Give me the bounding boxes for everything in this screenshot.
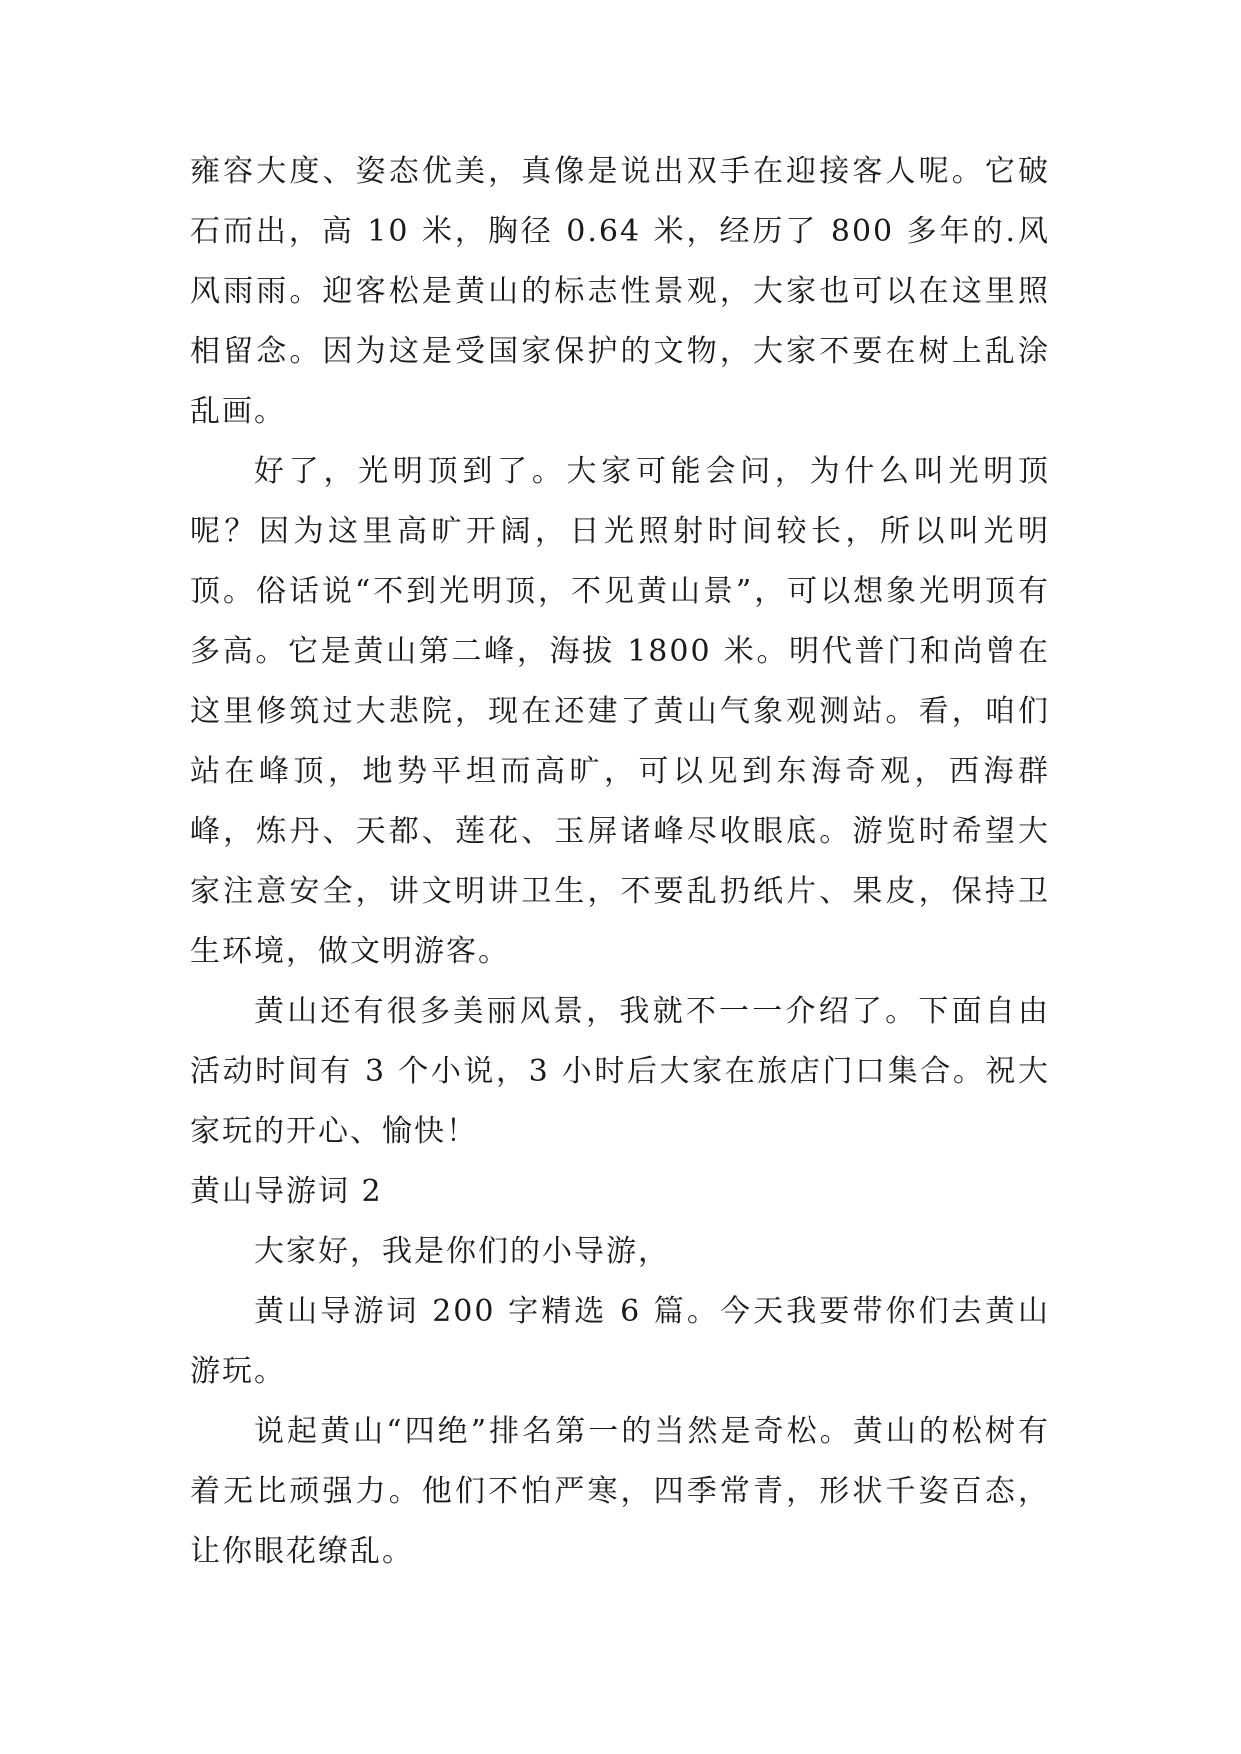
paragraph-free-activity: 黄山还有很多美丽风景，我就不一一介绍了。下面自由活动时间有 3 个小说，3 小时后大家在旅店门口集合。祝大家玩的开心、愉快！	[190, 994, 1050, 1149]
paragraph-bright-summit: 好了，光明顶到了。大家可能会问，为什么叫光明顶呢？因为这里高旷开阔，日光照射时间较长，所以叫光明顶。俗话说“不到光明顶，不见黄山景”，可以想象光明顶有多高。它是黄山第二峰，海拔 1800 米。明代普门和尚曾在这里修筑过大悲院，现在还建了黄山气象观测站。看，咱们站在峰顶，地势平坦而高旷，可以见到东海奇观，西海群峰，炼丹、天都、莲花、玉屏诸峰尽收眼底。游览时希望大家注意安全，讲文明讲卫生，不要乱扔纸片、果皮，保持卫生环境，做文明游客。	[190, 454, 1050, 969]
paragraph-welcoming-pine: 雍容大度、姿态优美，真像是说出双手在迎接客人呢。它破石而出，高 10 米，胸径 0.64 米，经历了 800 多年的.风风雨雨。迎客松是黄山的标志性景观，大家也可以在这里照相留念。因为这是受国家保护的文物，大家不要在树上乱涂乱画。	[190, 154, 1050, 429]
document-page	[190, 142, 1050, 1582]
paragraph-greeting: 大家好，我是你们的小导游，	[254, 1234, 670, 1269]
paragraph-strange-pines: 说起黄山“四绝”排名第一的当然是奇松。黄山的松树有着无比顽强力。他们不怕严寒，四季常青，形状千姿百态，让你眼花缭乱。	[190, 1414, 1050, 1569]
paragraph-intro: 黄山导游词 200 字精选 6 篇。今天我要带你们去黄山游玩。	[190, 1294, 1050, 1389]
section-title: 黄山导游词 2	[190, 1174, 383, 1209]
